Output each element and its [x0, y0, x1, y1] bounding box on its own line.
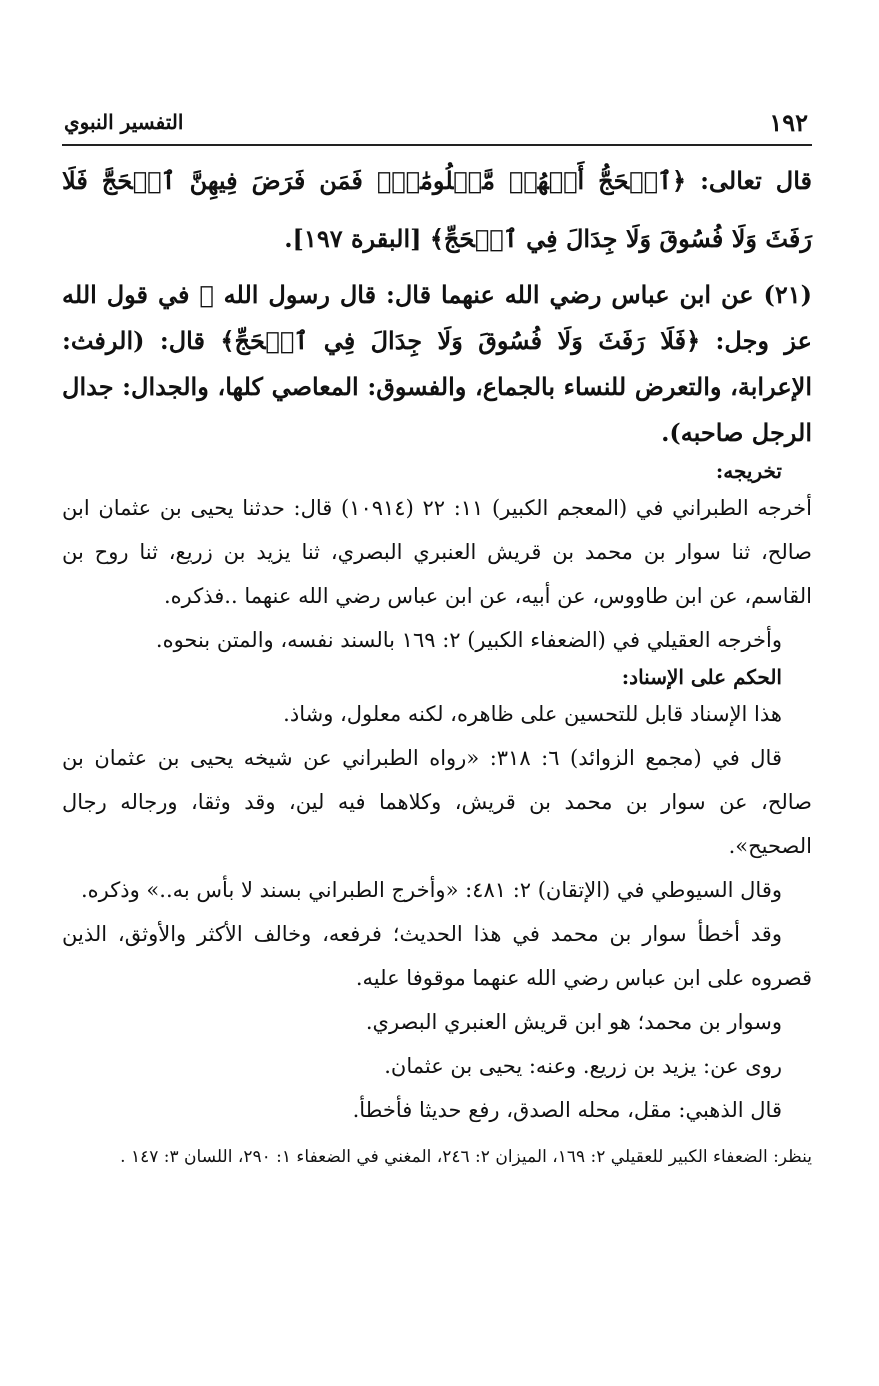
narrator-paragraph-2: روى عن: يزيد بن زريع. وعنه: يحيى بن عثمان.: [384, 1054, 782, 1078]
quran-verse: قال تعالى: ﴿ٱلۡحَجُّ أَشۡهُرٞ مَّعۡلُومَٰتٞۚ فَمَن فَرَضَ فِيهِنَّ ٱلۡحَجَّ فَلَا رَفَثَ وَلَا فُسُوقَ وَلَا جِدَالَ فِي ٱلۡحَجِّ﴾ [البقرة ١٩٧].: [62, 166, 812, 253]
narrator-paragraph-1: وسوار بن محمد؛ هو ابن قريش العنبري البصري.: [365, 1010, 782, 1034]
hukm-paragraph-2: قال في (مجمع الزوائد) ٦: ٣١٨: «رواه الطبراني عن شيخه يحيى بن عثمان بن صالح، عن سوار بن محمد بن قريش، وكلاهما فيه لين، وقد وثقا، ورجاله رجال الصحيح».: [62, 746, 813, 858]
hukm-paragraph-1: هذا الإسناد قابل للتحسين على ظاهره، لكنه معلول، وشاذ.: [283, 702, 782, 726]
takhrij-paragraph-2: وأخرجه العقيلي في (الضعفاء الكبير) ٢: ١٦٩ بالسند نفسه، والمتن بنحوه.: [155, 628, 782, 652]
hadith-text: (٢١) عن ابن عباس رضي الله عنهما قال: قال رسول الله ﷺ في قول الله عز وجل: ﴿فَلَا رَفَثَ وَلَا فُسُوقَ وَلَا جِدَالَ فِي ٱلۡحَجِّ﴾ قال: (الرفث: الإعرابة، والتعرض للنساء بالجماع، والفسوق: المعاصي كلها، والجدال: جدال الرجل صاحبه).: [62, 280, 812, 447]
narrator-paragraph-3: قال الذهبي: مقل، محله الصدق، رفع حديثا فأخطأ.: [352, 1098, 782, 1122]
hukm-paragraph-3: وقال السيوطي في (الإتقان) ٢: ٤٨١: «وأخرج الطبراني بسند لا بأس به..» وذكره.: [81, 878, 782, 902]
hukm-paragraph-4: وقد أخطأ سوار بن محمد في هذا الحديث؛ فرفعه، وخالف الأكثر والأوثق، الذين قصروه على ابن عباس رضي الله عنهما موقوفا عليه.: [62, 922, 812, 990]
page-body: [62, 146, 812, 1176]
hukm-heading: الحكم على الإسناد:: [621, 665, 782, 689]
book-page: [62, 104, 812, 1176]
takhrij-heading: تخريجه:: [715, 459, 782, 483]
page-number: ١٩٢: [769, 108, 808, 137]
takhrij-paragraph-1: أخرجه الطبراني في (المعجم الكبير) ١١: ٢٢ (١٠٩١٤) قال: حدثنا يحيى بن عثمان ابن صالح، ثنا سوار بن محمد بن قريش العنبري البصري، ثنا يزيد بن زريع، ثنا روح بن القاسم، عن ابن طاووس، عن أبيه، عن ابن عباس رضي الله عنهما ..فذكره.: [62, 496, 812, 608]
page-header: [62, 104, 812, 146]
running-title: التفسير النبوي: [64, 110, 184, 134]
reference-note: ينظر: الضعفاء الكبير للعقيلي ٢: ١٦٩، الميزان ٢: ٢٤٦، المغني في الضعفاء ١: ٢٩٠، اللسان ٣: ١٤٧ .: [120, 1147, 812, 1167]
